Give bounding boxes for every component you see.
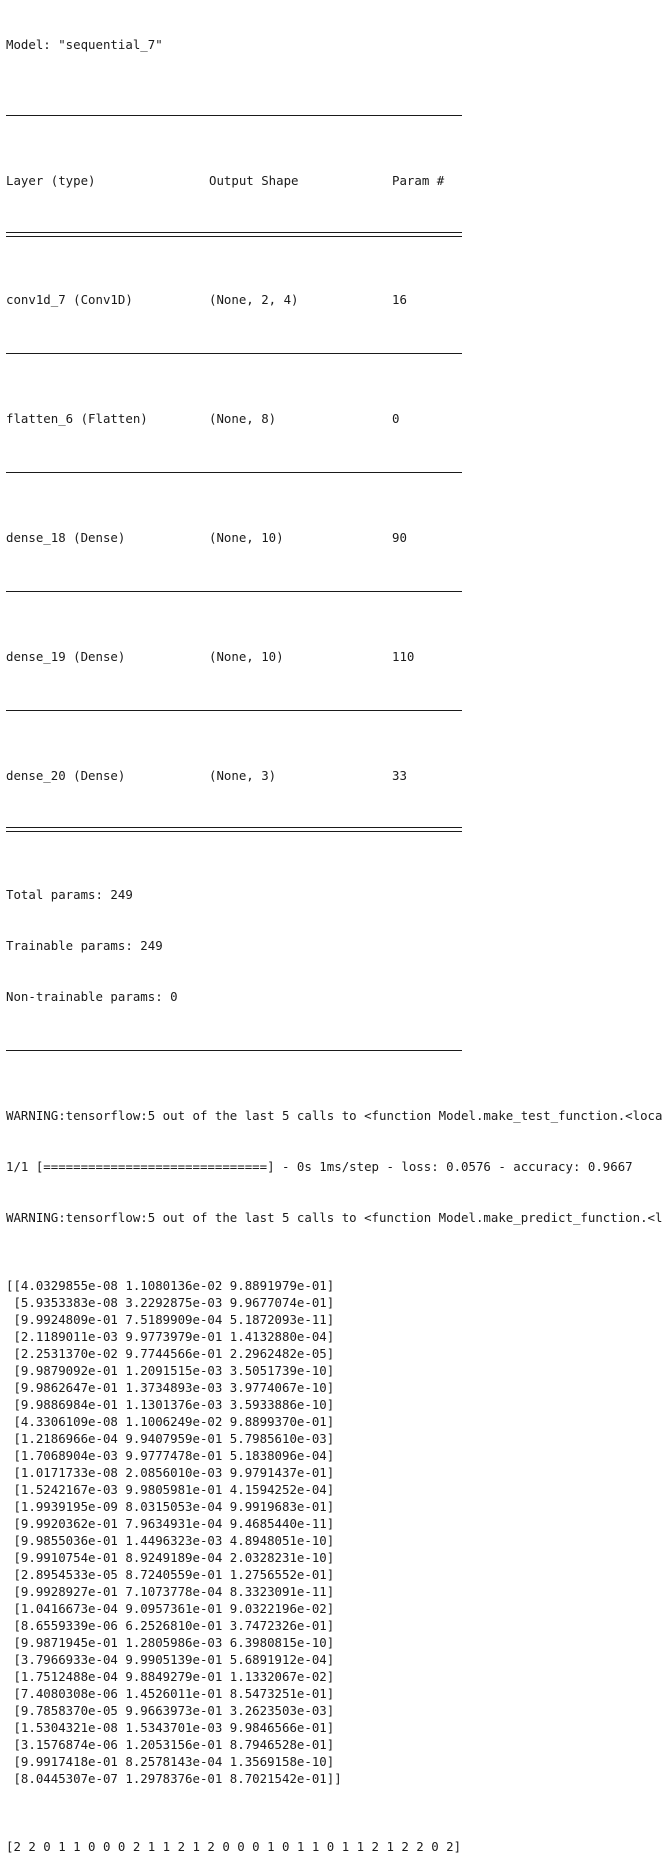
prediction-row: [9.9855036e-01 1.4496323e-03 4.8948051e-10]	[6, 1533, 335, 1548]
layer-name: dense_18 (Dense)	[6, 530, 126, 545]
prediction-row: [9.9910754e-01 8.9249189e-04 2.0328231e-10]	[6, 1550, 335, 1565]
layer-row-flatten	[6, 410, 622, 427]
header-output-shape: Output Shape	[209, 173, 299, 188]
console-output	[6, 2, 662, 1872]
prediction-row: [2.8954533e-05 8.7240559e-01 1.2756552e-01]	[6, 1567, 335, 1582]
prediction-row: [5.9353383e-08 3.2292875e-03 9.9677074e-01]	[6, 1295, 335, 1310]
layer-row-dense-18	[6, 529, 622, 546]
prediction-row: [1.2186966e-04 9.9407959e-01 5.7985610e-03]	[6, 1431, 335, 1446]
header-double-rule	[6, 223, 622, 240]
layer-name: dense_19 (Dense)	[6, 649, 126, 664]
model-name-line: Model: "sequential_7"	[6, 37, 163, 52]
prediction-row: [9.9871945e-01 1.2805986e-03 6.3980815e-10]	[6, 1635, 335, 1650]
prediction-row: [9.9886984e-01 1.1301376e-03 3.5933886e-10]	[6, 1397, 335, 1412]
prediction-row: [3.7966933e-04 9.9905139e-01 5.6891912e-04]	[6, 1652, 335, 1667]
layer-output-shape: (None, 3)	[209, 768, 277, 783]
table-top-rule	[6, 104, 622, 121]
prediction-row: [2.2531370e-02 9.7744566e-01 2.2962482e-05]	[6, 1346, 335, 1361]
evaluate-progress-line: 1/1 [==============================] - 0s 1ms/step - loss: 0.0576 - accuracy: 0.9667	[6, 1159, 633, 1174]
prediction-row: [9.9917418e-01 8.2578143e-04 1.3569158e-10]	[6, 1754, 335, 1769]
layer-row-dense-20	[6, 767, 622, 784]
layer-output-shape: (None, 8)	[209, 411, 277, 426]
layer-output-shape: (None, 2, 4)	[209, 292, 299, 307]
prediction-row: [9.9928927e-01 7.1073778e-04 8.3323091e-11]	[6, 1584, 335, 1599]
layer-row-dense-19	[6, 648, 622, 665]
prediction-row: [[4.0329855e-08 1.1080136e-02 9.8891979e-01]	[6, 1278, 335, 1293]
table-header-row	[6, 172, 622, 189]
layer-params: 0	[392, 411, 400, 426]
layer-params: 90	[392, 530, 407, 545]
prediction-row: [8.0445307e-07 1.2978376e-01 8.7021542e-01]]	[6, 1771, 342, 1786]
predictions-array	[6, 1277, 622, 1787]
prediction-row: [1.5304321e-08 1.5343701e-03 9.9846566e-01]	[6, 1720, 335, 1735]
non-trainable-params: Non-trainable params: 0	[6, 989, 178, 1004]
row-separator	[6, 699, 622, 716]
layer-params: 110	[392, 649, 415, 664]
layer-name: flatten_6 (Flatten)	[6, 411, 148, 426]
layer-name: dense_20 (Dense)	[6, 768, 126, 783]
prediction-row: [7.4080308e-06 1.4526011e-01 8.5473251e-01]	[6, 1686, 335, 1701]
prediction-row: [9.9920362e-01 7.9634931e-04 9.4685440e-11]	[6, 1516, 335, 1531]
row-separator	[6, 580, 622, 597]
row-separator	[6, 342, 622, 359]
prediction-row: [8.6559339e-06 6.2526810e-01 3.7472326e-01]	[6, 1618, 335, 1633]
layer-params: 16	[392, 292, 407, 307]
predicted-classes-line: [2 2 0 1 1 0 0 0 2 1 1 2 1 2 0 0 0 1 0 1 1 0 1 1 2 1 2 2 0 2]	[6, 1839, 462, 1854]
layer-params: 33	[392, 768, 407, 783]
total-params: Total params: 249	[6, 887, 133, 902]
layer-output-shape: (None, 10)	[209, 530, 284, 545]
prediction-row: [1.7068904e-03 9.9777478e-01 5.1838096e-04]	[6, 1448, 335, 1463]
trainable-params: Trainable params: 249	[6, 938, 163, 953]
layer-row-conv1d	[6, 291, 622, 308]
layer-output-shape: (None, 10)	[209, 649, 284, 664]
row-separator	[6, 461, 622, 478]
prediction-row: [2.1189011e-03 9.9773979e-01 1.4132880e-04]	[6, 1329, 335, 1344]
prediction-row: [1.7512488e-04 9.8849279e-01 1.1332067e-02]	[6, 1669, 335, 1684]
prediction-row: [9.9924809e-01 7.5189909e-04 5.1872093e-11]	[6, 1312, 335, 1327]
prediction-row: [1.5242167e-03 9.9805981e-01 4.1594252e-04]	[6, 1482, 335, 1497]
prediction-row: [9.9879092e-01 1.2091515e-03 3.5051739e-10]	[6, 1363, 335, 1378]
prediction-row: [9.9862647e-01 1.3734893e-03 3.9774067e-10]	[6, 1380, 335, 1395]
layer-name: conv1d_7 (Conv1D)	[6, 292, 133, 307]
prediction-row: [3.1576874e-06 1.2053156e-01 8.7946528e-01]	[6, 1737, 335, 1752]
prediction-row: [1.0171733e-08 2.0856010e-03 9.9791437e-01]	[6, 1465, 335, 1480]
warning-test-function: WARNING:tensorflow:5 out of the last 5 calls to <function Model.make_test_function.<loca	[6, 1108, 662, 1123]
header-param-count: Param #	[392, 173, 445, 188]
prediction-row: [1.0416673e-04 9.0957361e-01 9.0322196e-02]	[6, 1601, 335, 1616]
prediction-row: [9.7858370e-05 9.9663973e-01 3.2623503e-03]	[6, 1703, 335, 1718]
table-bottom-double-rule	[6, 818, 622, 835]
prediction-row: [1.9939195e-09 8.0315053e-04 9.9919683e-01]	[6, 1499, 335, 1514]
summary-end-rule	[6, 1039, 622, 1056]
warning-predict-function: WARNING:tensorflow:5 out of the last 5 calls to <function Model.make_predict_function.<l	[6, 1210, 662, 1225]
prediction-row: [4.3306109e-08 1.1006249e-02 9.8899370e-01]	[6, 1414, 335, 1429]
header-layer-type: Layer (type)	[6, 173, 96, 188]
